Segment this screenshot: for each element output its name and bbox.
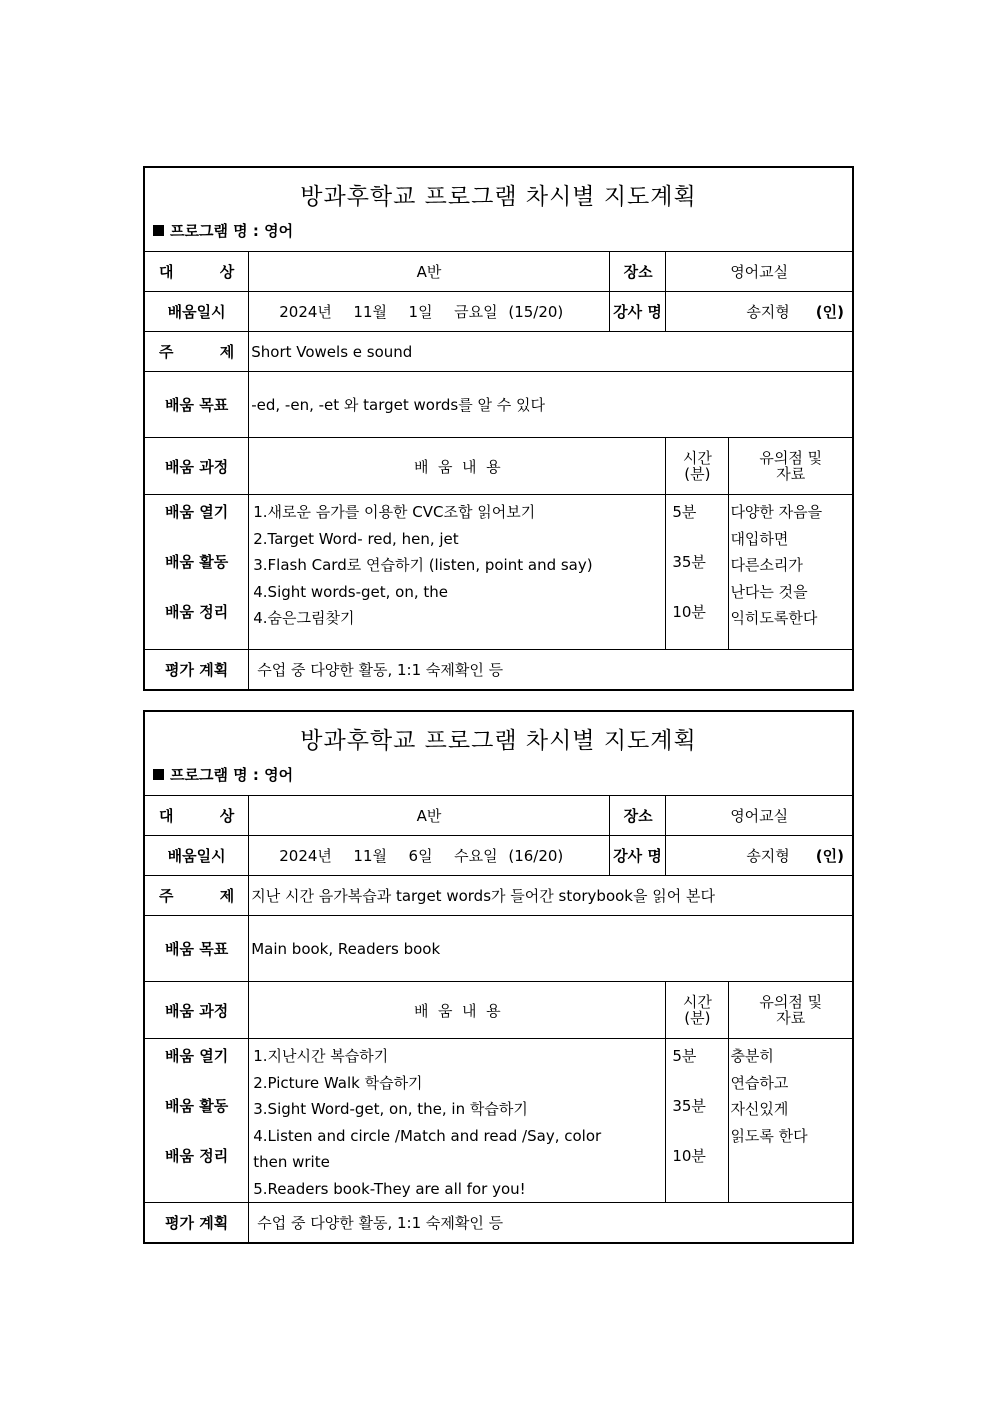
plan-title: 방과후학교 프로그램 차시별 지도계획 xyxy=(300,184,697,210)
note-line: 다양한 자음을 xyxy=(730,503,823,521)
place-label: 장 소 xyxy=(609,252,666,292)
instructor-name: 송지형 xyxy=(746,303,790,321)
time-activity: 35분 xyxy=(672,1097,706,1115)
date-label: 배움일시 xyxy=(145,292,249,332)
plan-title: 방과후학교 프로그램 차시별 지도계획 xyxy=(300,728,697,754)
square-bullet-icon xyxy=(153,225,164,236)
goal-label: 배움 목표 xyxy=(145,372,249,438)
eval-value: 수업 중 다양한 활동, 1:1 숙제확인 등 xyxy=(249,1203,852,1243)
square-bullet-icon xyxy=(153,769,164,780)
goal-value: Main book, Readers book xyxy=(249,916,852,982)
content-list xyxy=(249,495,666,650)
time-activity: 35분 xyxy=(672,553,706,571)
step-activity: 배움 활동 xyxy=(165,1097,229,1115)
note-line: 다른소리가 xyxy=(730,556,803,574)
steps-column xyxy=(145,495,249,650)
target-value: A반 xyxy=(249,252,609,292)
time-closing: 10분 xyxy=(672,1147,706,1165)
process-label: 배움 과정 xyxy=(145,438,249,495)
lesson-plan-2 xyxy=(143,710,854,1244)
date-label: 배움일시 xyxy=(145,836,249,876)
notes-header: 유의점 및 자료 xyxy=(729,982,852,1039)
eval-value: 수업 중 다양한 활동, 1:1 숙제확인 등 xyxy=(249,650,852,690)
lesson-plan-1 xyxy=(143,166,854,691)
note-line: 익히도록한다 xyxy=(730,609,818,627)
time-header: 시간 (분) xyxy=(666,982,729,1039)
topic-label: 주 제 xyxy=(145,332,249,372)
note-line: 자신있게 xyxy=(730,1100,789,1118)
program-name xyxy=(153,764,293,785)
date-value: 2024년 11월 1일 금요일 (15/20) xyxy=(249,292,609,332)
content-line: 5.Readers book-They are all for you! xyxy=(253,1179,526,1198)
program-name xyxy=(153,220,293,241)
instructor-seal: (인) xyxy=(815,303,844,321)
step-opening: 배움 열기 xyxy=(165,503,229,521)
place-label: 장 소 xyxy=(609,796,666,836)
steps-column xyxy=(145,1039,249,1203)
note-line: 연습하고 xyxy=(730,1073,789,1092)
time-column xyxy=(666,495,729,650)
time-opening: 5분 xyxy=(672,503,697,521)
instructor-seal: (인) xyxy=(815,847,844,865)
note-line: 난다는 것을 xyxy=(730,582,808,601)
step-activity: 배움 활동 xyxy=(165,553,229,571)
instructor-value xyxy=(666,836,852,876)
notes-column xyxy=(729,1039,852,1203)
content-line: 3.Flash Card로 연습하기 (listen, point and say) xyxy=(253,556,593,574)
plan-header xyxy=(145,168,852,252)
content-line: 2.Target Word- red, hen, jet xyxy=(253,529,459,548)
instructor-name: 송지형 xyxy=(746,847,790,865)
time-header: 시간 (분) xyxy=(666,438,729,495)
note-line: 충분히 xyxy=(730,1047,774,1065)
place-value: 영어교실 xyxy=(666,796,852,836)
goal-value: -ed, -en, -et 와 target words를 알 수 있다 xyxy=(249,372,852,438)
content-line: 2.Picture Walk 학습하기 xyxy=(253,1073,423,1092)
plan-table xyxy=(145,796,852,1242)
instructor-label: 강사 명 xyxy=(609,292,666,332)
eval-label: 평가 계획 xyxy=(145,1203,249,1243)
time-closing: 10분 xyxy=(672,603,706,621)
step-closing: 배움 정리 xyxy=(165,603,229,621)
goal-label: 배움 목표 xyxy=(145,916,249,982)
topic-value: 지난 시간 음가복습과 target words가 들어간 storybook을 읽어 본다 xyxy=(249,876,852,916)
content-line: 1.새로운 음가를 이용한 CVC조합 읽어보기 xyxy=(253,503,536,521)
process-label: 배움 과정 xyxy=(145,982,249,1039)
content-line: 3.Sight Word-get, on, the, in 학습하기 xyxy=(253,1100,528,1118)
content-line: 4.숨은그림찾기 xyxy=(253,609,355,627)
plan-table xyxy=(145,252,852,689)
content-header: 배 움 내 용 xyxy=(249,982,666,1039)
content-line: 1.지난시간 복습하기 xyxy=(253,1047,389,1065)
eval-label: 평가 계획 xyxy=(145,650,249,690)
target-value: A반 xyxy=(249,796,609,836)
content-line: then write xyxy=(253,1153,330,1171)
step-closing: 배움 정리 xyxy=(165,1147,229,1165)
step-opening: 배움 열기 xyxy=(165,1047,229,1065)
notes-header: 유의점 및 자료 xyxy=(729,438,852,495)
plan-header xyxy=(145,712,852,796)
instructor-label: 강사 명 xyxy=(609,836,666,876)
target-label: 대 상 xyxy=(145,796,249,836)
note-line: 읽도록 한다 xyxy=(730,1126,808,1145)
place-value: 영어교실 xyxy=(666,252,852,292)
target-label: 대 상 xyxy=(145,252,249,292)
time-column xyxy=(666,1039,729,1203)
topic-label: 주 제 xyxy=(145,876,249,916)
program-name-label: 프로그램 명 : 영어 xyxy=(170,766,294,784)
content-line: 4.Sight words-get, on, the xyxy=(253,582,449,601)
notes-column xyxy=(729,495,852,650)
content-header: 배 움 내 용 xyxy=(249,438,666,495)
instructor-value xyxy=(666,292,852,332)
note-line: 대입하면 xyxy=(730,529,789,548)
program-name-label: 프로그램 명 : 영어 xyxy=(170,222,294,240)
content-list xyxy=(249,1039,666,1203)
time-opening: 5분 xyxy=(672,1047,697,1065)
content-line: 4.Listen and circle /Match and read /Say, color xyxy=(253,1126,602,1145)
date-value: 2024년 11월 6일 수요일 (16/20) xyxy=(249,836,609,876)
topic-value: Short Vowels e sound xyxy=(249,332,852,372)
